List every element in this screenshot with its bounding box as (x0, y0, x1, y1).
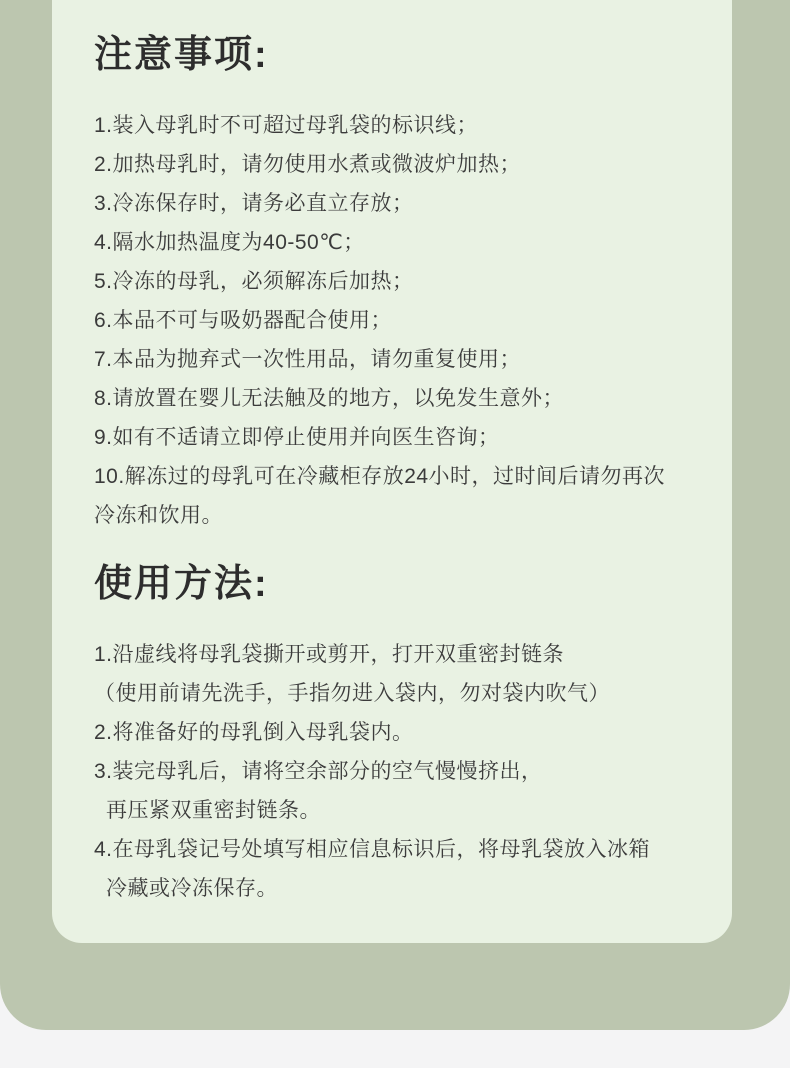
list-line: 8.请放置在婴儿无法触及的地方，以免发生意外； (94, 387, 565, 410)
list-line: 冷冻和饮用。 (94, 504, 223, 527)
usage-title: 使用方法: (94, 563, 269, 605)
usage-list (94, 635, 732, 908)
list-line: 4.在母乳袋记号处填写相应信息标识后，将母乳袋放入冰箱 (94, 838, 651, 861)
list-line: 6.本品不可与吸奶器配合使用； (94, 309, 393, 332)
list-line: 2.加热母乳时，请勿使用水煮或微波炉加热； (94, 153, 522, 176)
list-line: 7.本品为抛弃式一次性用品，请勿重复使用； (94, 348, 522, 371)
list-line: 1.沿虚线将母乳袋撕开或剪开，打开双重密封链条 (94, 643, 565, 666)
precautions-list (94, 106, 732, 535)
list-line: 4.隔水加热温度为40-50℃； (94, 231, 365, 254)
list-line: 3.装完母乳后，请将空余部分的空气慢慢挤出， (94, 760, 543, 783)
list-line: （使用前请先洗手，手指勿进入袋内，勿对袋内吹气） (94, 682, 610, 705)
list-line: 5.冷冻的母乳，必须解冻后加热； (94, 270, 414, 293)
list-line: 9.如有不适请立即停止使用并向医生咨询； (94, 426, 500, 449)
list-line: 再压紧双重密封链条。 (106, 799, 321, 822)
list-line: 冷藏或冷冻保存。 (106, 877, 278, 900)
list-line: 10.解冻过的母乳可在冷藏柜存放24小时，过时间后请勿再次 (94, 465, 666, 488)
list-line: 3.冷冻保存时，请务必直立存放； (94, 192, 414, 215)
list-line: 1.装入母乳时不可超过母乳袋的标识线； (94, 114, 479, 137)
content-card (52, 0, 732, 943)
list-line: 2.将准备好的母乳倒入母乳袋内。 (94, 721, 414, 744)
precautions-title: 注意事项: (94, 34, 269, 76)
